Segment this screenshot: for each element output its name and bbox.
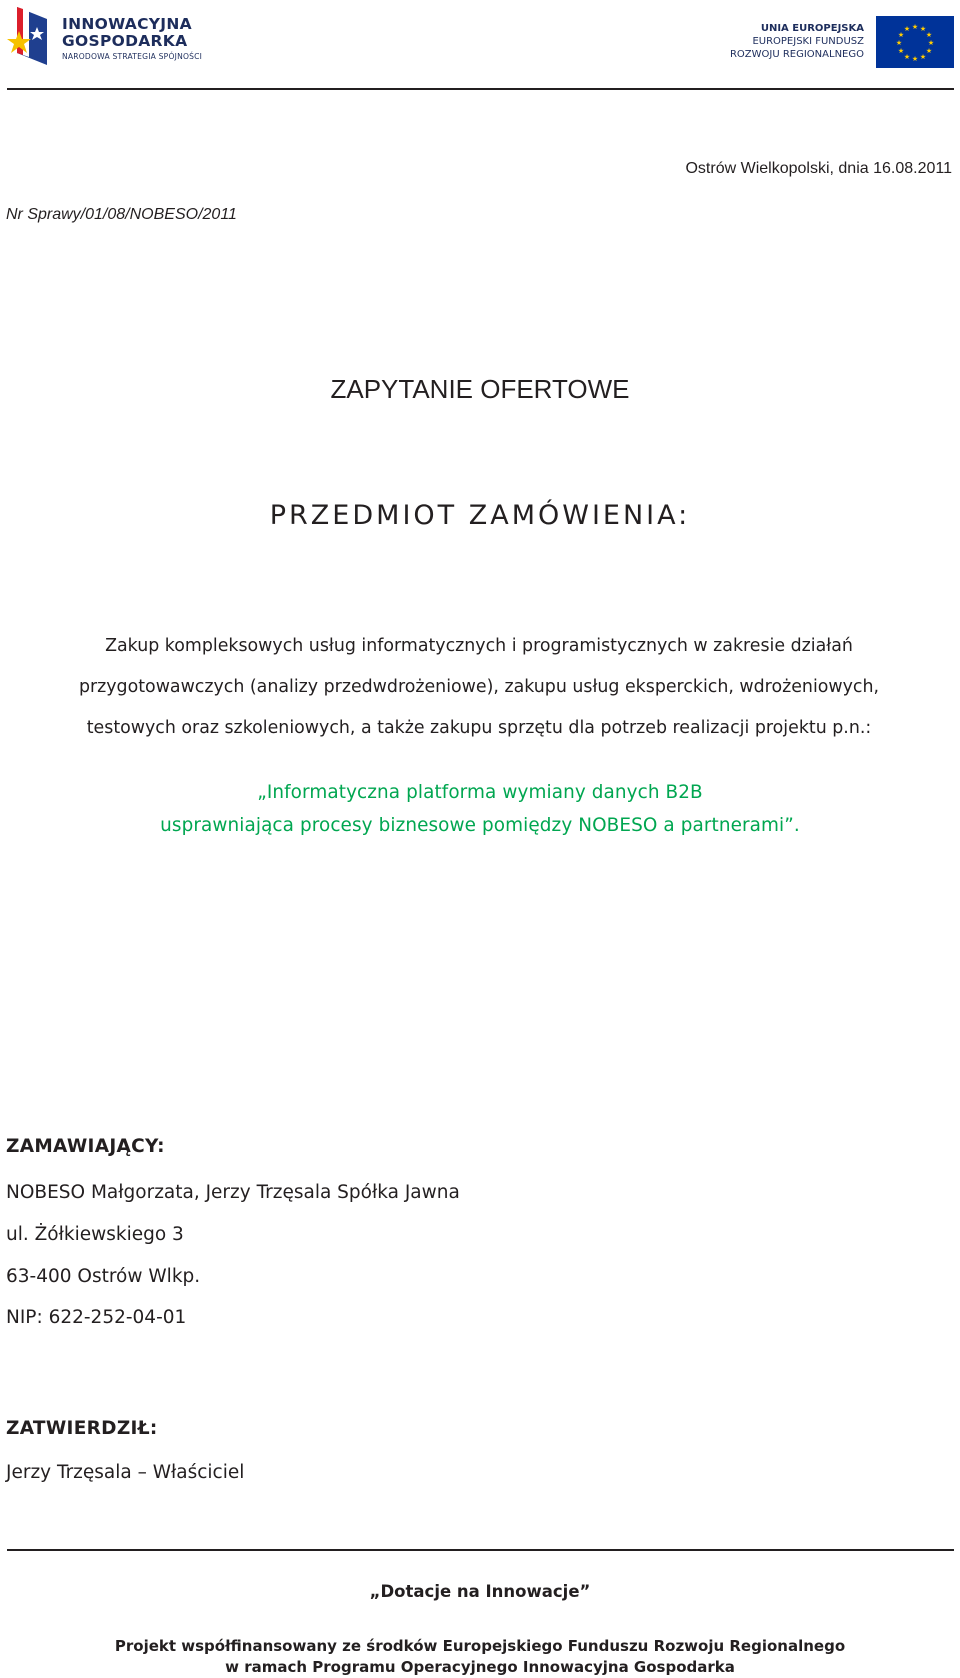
program-logo-line3: NARODOWA STRATEGIA SPÓJNOŚCI: [62, 52, 203, 61]
footer-note-line: Projekt współfinansowany ze środków Europejskiego Funduszu Rozwoju Regionalnego: [114, 1637, 846, 1655]
subject-line: Zakup kompleksowych usług informatycznych i programistycznych w zakresie działań: [105, 636, 853, 656]
case-number: Nr Sprawy/01/08/NOBESO/2011: [6, 206, 237, 223]
approved-name: Jerzy Trzęsala – Właściciel: [6, 1462, 245, 1483]
svg-text:★: ★: [927, 39, 935, 47]
project-line: usprawniająca procesy biznesowe pomiędzy NOBESO a partnerami”.: [160, 815, 800, 836]
svg-text:★: ★: [903, 25, 911, 33]
subject-line: przygotowawczych (analizy przedwdrożeniowe), zakupu usług eksperckich, wdrożeniowych,: [78, 677, 880, 697]
flag-star-logo-icon: [7, 3, 57, 67]
ordering-party-street: ul. Żółkiewskiego 3: [6, 1224, 184, 1245]
svg-text:★: ★: [919, 53, 927, 61]
eu-flag-icon: [876, 16, 954, 68]
svg-text:★: ★: [897, 47, 905, 55]
eu-logo: [654, 16, 954, 68]
footer-slogan: „Dotacje na Innowacje”: [369, 1582, 591, 1601]
svg-text:★: ★: [925, 47, 933, 55]
subject-line: testowych oraz szkoleniowych, a także zakupu sprzętu dla potrzeb realizacji projektu p.n.:: [86, 718, 872, 738]
subject-heading: PRZEDMIOT ZAMÓWIENIA:: [269, 500, 691, 531]
project-name: [0, 776, 960, 842]
ordering-party-name: NOBESO Małgorzata, Jerzy Trzęsala Spółka Jawna: [6, 1182, 460, 1203]
subject-description: [14, 626, 944, 749]
approved-label: ZATWIERDZIŁ:: [6, 1418, 158, 1439]
program-logo-line1: INNOWACYJNA: [62, 15, 192, 33]
eu-logo-line3: ROZWOJU REGIONALNEGO: [729, 49, 864, 60]
footer-divider: [7, 1549, 954, 1551]
ordering-party-nip: NIP: 622-252-04-01: [6, 1307, 187, 1328]
document-title: ZAPYTANIE OFERTOWE: [330, 374, 630, 404]
svg-text:★: ★: [919, 25, 927, 33]
footer-cofinancing-note: [0, 1636, 960, 1678]
svg-text:★: ★: [911, 23, 919, 31]
ordering-party-city: 63-400 Ostrów Wlkp.: [6, 1266, 201, 1287]
innowacyjna-gospodarka-logo: [7, 3, 207, 67]
place-date: Ostrów Wielkopolski, dnia 16.08.2011: [685, 160, 952, 177]
svg-text:★: ★: [897, 31, 905, 39]
ordering-party-label: ZAMAWIAJĄCY:: [6, 1136, 165, 1157]
eu-logo-line1: UNIA EUROPEJSKA: [760, 23, 864, 34]
svg-text:★: ★: [925, 31, 933, 39]
footer-note-line: w ramach Programu Operacyjnego Innowacyjna Gospodarka: [225, 1658, 735, 1676]
svg-text:★: ★: [911, 55, 919, 63]
header-divider: [7, 88, 954, 90]
eu-logo-line2: EUROPEJSKI FUNDUSZ: [752, 36, 864, 47]
program-logo-line2: GOSPODARKA: [62, 32, 188, 50]
svg-text:★: ★: [903, 53, 911, 61]
svg-text:★: ★: [895, 39, 903, 47]
project-line: „Informatyczna platforma wymiany danych B2B: [257, 782, 703, 803]
